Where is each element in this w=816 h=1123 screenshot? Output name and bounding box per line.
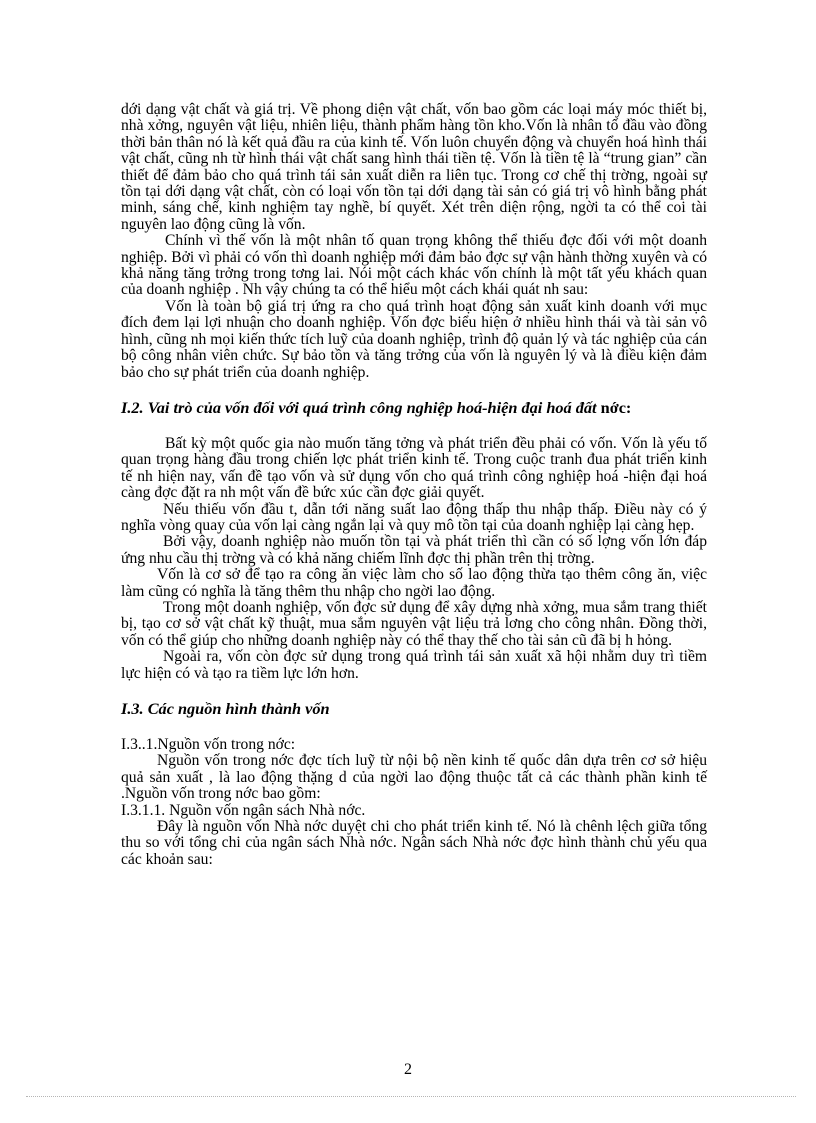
page-bottom-divider bbox=[26, 1096, 796, 1097]
section-1-2-paragraph-1: Bất kỳ một quốc gia nào muốn tăng tởng và phát triển đều phải có vốn. Vốn là yếu tố quan trọng hàng đầu trong chiến lợc phát triển kinh tế. Trong cuộc tranh đua phát triển kinh tế nh hiện nay, vấn đề tạo vốn và sử dụng vốn cho quá trình công nghiệp hoá -hiện đại hoá càng đợc đặt ra nh một vấn đề bức xúc cần đợc giải quyết. bbox=[121, 434, 707, 502]
intro-paragraph-2: Chính vì thế vốn là một nhân tố quan trọng không thể thiếu đợc đối với một doanh nghiệp. Bởi vì phải có vốn thì doanh nghiệp mới đảm bảo đợc sự vận hành thờng xuyên và có khả năng tăng trởng trong tơng lai. Nói một cách khác vốn chính là một tất yếu khách quan của doanh nghiệp . Nh vậy chúng ta có thể hiểu một cách khái quát nh sau: bbox=[121, 232, 707, 299]
section-1-3-paragraph-2: Đây là nguồn vốn Nhà nớc duyệt chi cho phát triển kinh tế. Nó là chênh lệch giữa tổng thu so với tổng chi của ngân sách Nhà nớc. Ngân sách Nhà nớc đợc hình thành chủ yếu qua các khoản sau: bbox=[121, 818, 707, 868]
page-body bbox=[121, 102, 707, 868]
section-1-2-paragraph-5: Trong một doanh nghiệp, vốn đợc sử dụng để xây dựng nhà xởng, mua sắm trang thiết bị, tạo cơ sở vật chất kỹ thuật, mua sắm nguyên vật liệu trả lơng cho công nhân. Đồng thời, vốn có thể giúp cho những doanh nghiệp này có thể thay thế cho tài sản cũ đã bị h hỏng. bbox=[121, 598, 707, 649]
page-number: 2 bbox=[404, 1061, 412, 1078]
section-1-2-paragraph-6: Ngoài ra, vốn còn đợc sử dụng trong quá trình tái sản xuất xã hội nhằm duy trì tiềm lực hiện có và tạo ra tiềm lực lớn hơn. bbox=[121, 648, 707, 682]
section-1-2-heading-text: I.2. Vai trò của vốn đối với quá trình công nghiệp hoá-hiện đại hoá đất bbox=[121, 397, 597, 417]
section-1-2-heading-tail: nớc: bbox=[600, 397, 632, 417]
section-1-3-heading: I.3. Các nguồn hình thành vốn bbox=[121, 699, 330, 718]
subsection-1-3-1-heading: I.3..1.Nguồn vốn trong nớc: bbox=[121, 736, 296, 753]
section-1-2-paragraph-4: Vốn là cơ sở để tạo ra công ăn việc làm cho số lao động thừa tạo thêm công ăn, việc làm cũng có nghĩa là tăng thêm thu nhập cho ngời lao động. bbox=[121, 566, 707, 600]
section-1-2-heading bbox=[121, 399, 707, 417]
section-1-2-paragraph-3: Bởi vậy, doanh nghiệp nào muốn tồn tại và phát triển thì cần có số lợng vốn lớn đáp ứng nhu cầu thị trờng và có khả năng chiếm lĩnh đợc thị phần trên thị trờng. bbox=[121, 533, 707, 567]
capital-definition-paragraph: Vốn là toàn bộ giá trị ứng ra cho quá trình hoạt động sản xuất kinh doanh với mục đích đem lại lợi nhuận cho doanh nghiệp. Vốn đợc biểu hiện ở nhiều hình thái và tài sản vô hình, cũng nh mọi kiến thức tích luỹ của doanh nghiệp, trình độ quản lý và tác nghiệp của cán bộ công nhân viên chức. Sự bảo tồn và tăng trởng của vốn là nguyên lý và là điều kiện đảm bảo cho sự phát triển của doanh nghiệp. bbox=[121, 297, 707, 381]
intro-paragraph-1: dới dạng vật chất và giá trị. Về phong diện vật chất, vốn bao gồm các loại máy móc thiết bị, nhà xởng, nguyên vật liệu, nhiên liệu, thành phẩm hàng tồn kho.Vốn là nhân tố đầu vào đồng thời bản thân nó là kết quả đầu ra của kinh tế. Vốn luôn chuyển động và chuyển hoá hình thái vật chất, cũng nh từ hình thái vật chất sang hình thái tiền tệ. Vốn là tiền tệ là “trung gian” cần thiết để đảm bảo cho quá trình tái sản xuất diễn ra liên tục. Trong cơ chế thị trờng, ngoài sự tồn tại dới dạng vật chất, còn có loại vốn tồn tại dới dạng tài sản có giá trị vô hình bằng phát minh, sáng chế, kinh nghiệm tay nghề, bí quyết. Xét trên diện rộng, ngời ta có thể coi tài nguyên lao động cũng là vốn. bbox=[121, 101, 707, 233]
section-1-3-paragraph-1: Nguồn vốn trong nớc đợc tích luỹ từ nội bộ nền kinh tế quốc dân dựa trên cơ sở hiệu quả sản xuất , là lao động thặng d của ngời lao động thuộc tất cả các thành phần kinh tế .Nguồn vốn trong nớc bao gồm: bbox=[121, 752, 707, 803]
subsection-1-3-1-1-heading: I.3.1.1. Nguồn vốn ngân sách Nhà nớc. bbox=[121, 801, 366, 819]
section-1-2-paragraph-2: Nếu thiếu vốn đầu t, dẫn tới năng suất lao động thấp thu nhập thấp. Điều này có ý nghĩa vòng quay của vốn lại càng ngắn lại và quy mô tồn tại của doanh nghiệp lại càng hẹp. bbox=[121, 500, 707, 534]
